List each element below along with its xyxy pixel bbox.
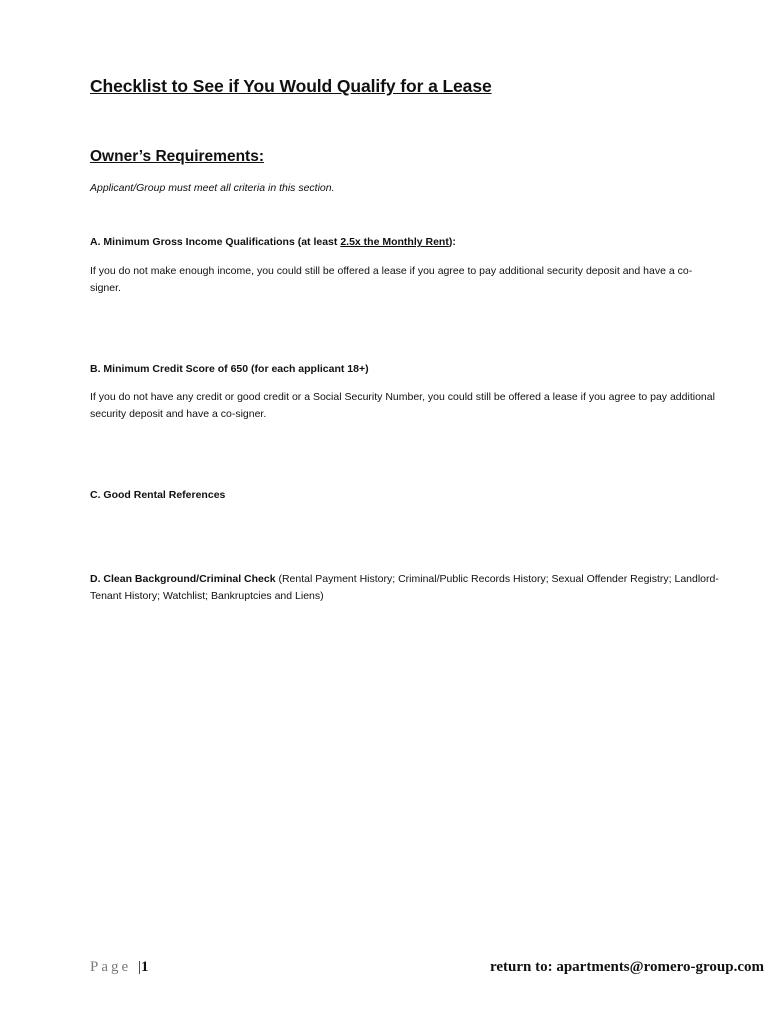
footer-page-label: Page [90, 959, 132, 975]
item-c-heading: C. Good Rental References [90, 489, 226, 501]
footer-page-num: 1 [140, 959, 149, 975]
item-a-heading-underlined: 2.5x the Monthly Rent [340, 236, 449, 248]
item-d [90, 571, 730, 605]
section-note: Applicant/Group must meet all criteria in this section. [90, 182, 335, 194]
item-a-heading-suffix: ): [448, 236, 456, 248]
item-b-heading: B. Minimum Credit Score of 650 (for each applicant 18+) [90, 363, 369, 375]
item-a-heading [90, 236, 730, 248]
footer-return-address: return to: apartments@romero-group.com [489, 959, 764, 975]
item-b-body: If you do not have any credit or good credit or a Social Security Number, you could still be offered a lease if you agree to pay additional security deposit and have a co-signer. [90, 391, 715, 420]
footer-page-number [90, 959, 148, 976]
item-d-heading: D. Clean Background/Criminal Check [90, 573, 276, 585]
item-d-body: (Rental Payment History; Criminal/Public Records History; Sexual Offender Registry; Landlord-Tenant History; Watchlist; Bankruptcies and Liens) [90, 573, 719, 602]
document-title: Checklist to See if You Would Qualify for a Lease [90, 76, 492, 96]
footer-separator: | [137, 959, 141, 975]
item-a-heading-prefix: A. Minimum Gross Income Qualifications (at least [90, 236, 341, 248]
item-a-body: If you do not make enough income, you could still be offered a lease if you agree to pay additional security deposit and have a co-signer. [90, 265, 693, 294]
section-heading-owners-requirements: Owner’s Requirements: [90, 148, 264, 165]
